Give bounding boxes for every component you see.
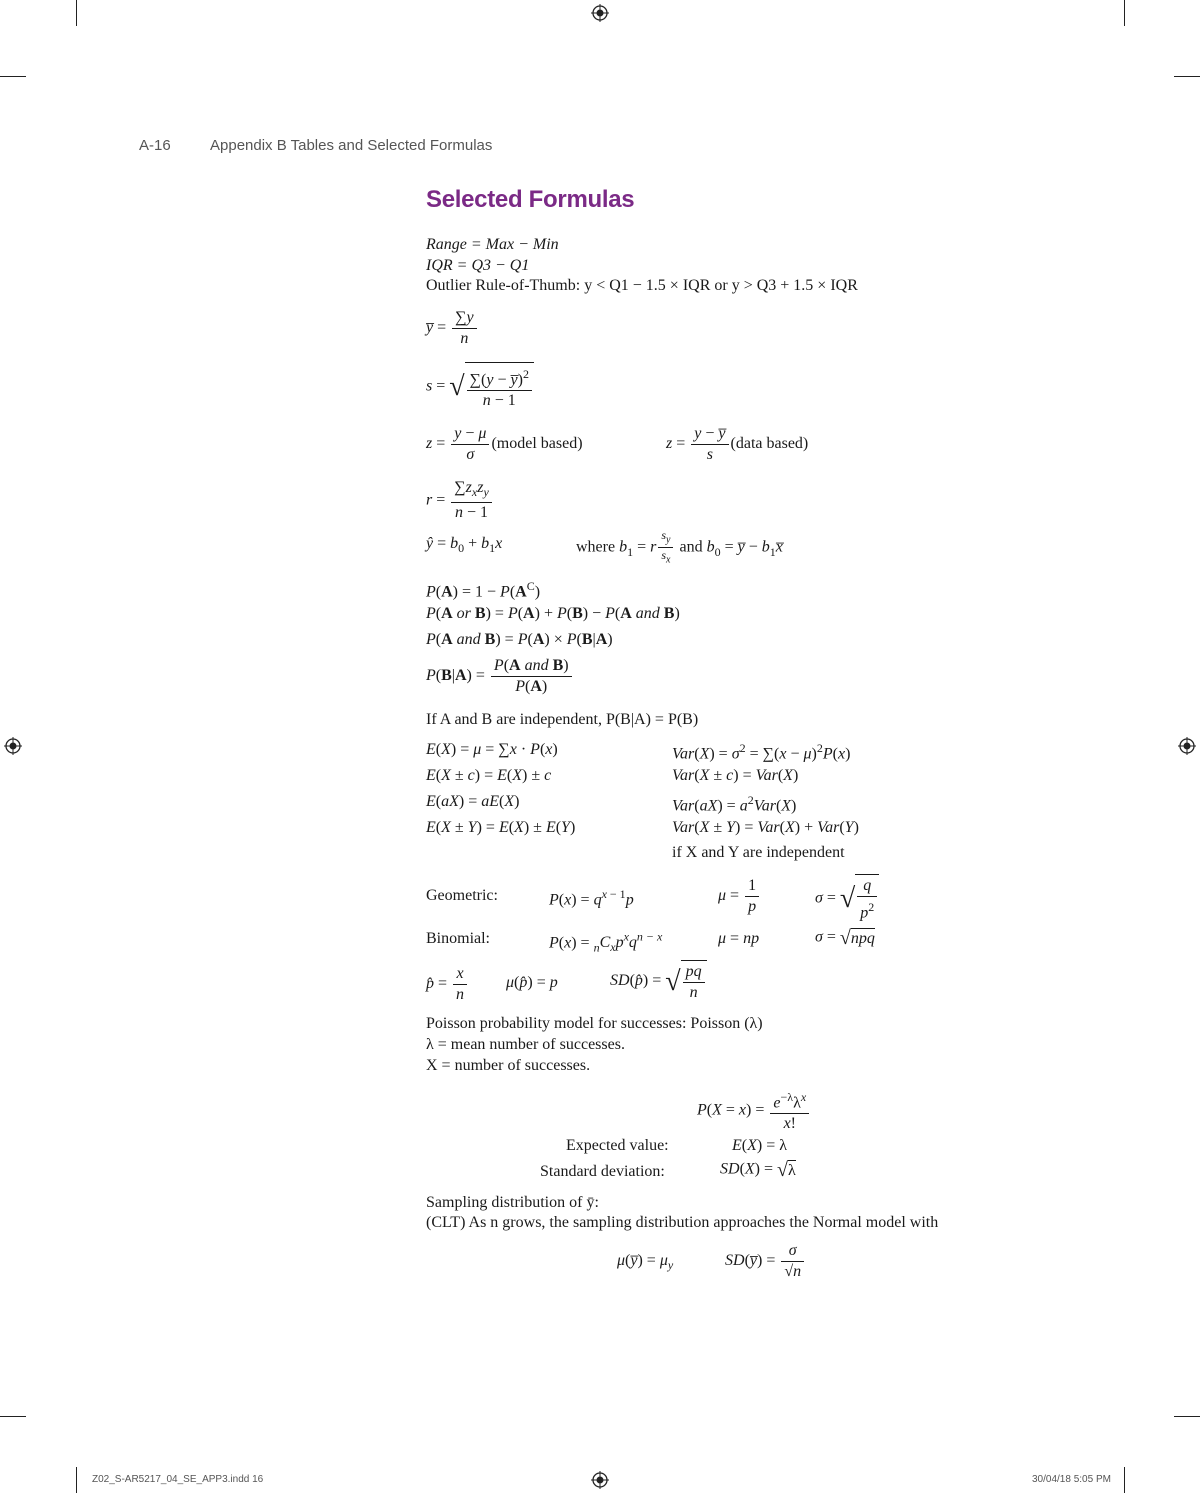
formula-ybar-mean: μ(y̅) = $\mu_y$ bbox=[617, 1252, 674, 1273]
crop-mark-bottom-right bbox=[1124, 1467, 1125, 1493]
crop-mark-right-bottom bbox=[1174, 1416, 1200, 1417]
formula-geometric-pmf: $P(x) = q^{x - 1}p$ bbox=[549, 887, 634, 909]
crop-mark-top-left bbox=[76, 0, 77, 26]
formula-range: Range = Max − Min bbox=[426, 236, 559, 253]
running-title: Appendix B Tables and Selected Formulas bbox=[210, 137, 493, 154]
crop-mark-bottom-left bbox=[76, 1467, 77, 1493]
poisson-lambda-def: λ = mean number of successes. bbox=[426, 1036, 625, 1053]
formula-addition-rule: P(A or B) = P(A) + P(B) − P(A and B) bbox=[426, 605, 680, 622]
formula-ybar-sd: SD(y̅) = $\frac{\sigma}{√n}$ bbox=[725, 1241, 806, 1282]
formula-outlier: Outlier Rule-of-Thumb: y < Q1 − 1.5 × IQR or y > Q3 + 1.5 × IQR bbox=[426, 277, 858, 294]
crop-mark-right-top bbox=[1174, 76, 1200, 77]
section-title: Selected Formulas bbox=[426, 186, 635, 213]
expected-value-label: Expected value: bbox=[566, 1137, 669, 1154]
formula-var-sum: Var(X ± Y) = Var(X) + Var(Y) bbox=[672, 819, 859, 836]
formula-mean: y̅ = $\frac{\sum y}{n}$ bbox=[426, 308, 479, 349]
footer-slug: Z02_S-AR5217_04_SE_APP3.indd 16 bbox=[92, 1474, 264, 1485]
formula-geometric-mean: μ = $\frac{1}{p}$ bbox=[718, 876, 761, 917]
page-number: A-16 bbox=[139, 137, 171, 154]
formula-std-dev: s = √ $\frac{\sum(y - y̅)^2}{n - 1}$ bbox=[426, 362, 534, 411]
registration-mark-icon bbox=[4, 737, 22, 755]
formula-conditional: P(B|A) = $\frac{\text{P(A and B)}}{P(A)}$ bbox=[426, 656, 574, 697]
formula-var-shift: Var(X ± c) = Var(X) bbox=[672, 767, 799, 784]
formula-slope-intercept: where $b_1 = r$ $\frac{s_y}{s_x}$ and $b_0$ = y̅ − $b_1x̅$ bbox=[576, 528, 783, 566]
formula-p-hat-mean: μ(p̂) = p bbox=[506, 974, 558, 991]
formula-var-condition: if X and Y are independent bbox=[672, 844, 845, 861]
std-dev-label: Standard deviation: bbox=[540, 1163, 665, 1180]
formula-geometric-sd: σ = √ $\frac{q}{p^2}$ bbox=[815, 874, 879, 923]
sampling-distribution-text: Sampling distribution of ȳ: bbox=[426, 1194, 599, 1211]
formula-var-scale: $Var(aX) = a^2Var(X)$ bbox=[672, 793, 797, 815]
formula-z-model: z = $\frac{y - \mu}{\sigma}$ (model based) bbox=[426, 425, 583, 463]
formula-multiplication-rule: P(A and B) = P(A) × P(B|A) bbox=[426, 631, 613, 648]
formula-p-hat-sd: SD(p̂) = √ $\frac{pq}{n}$ bbox=[610, 960, 707, 1003]
registration-mark-icon bbox=[591, 1471, 609, 1489]
binomial-label: Binomial: bbox=[426, 930, 490, 947]
formula-poisson-sd: SD(X) = √ λ bbox=[720, 1159, 796, 1181]
formula-binomial-pmf: $P(x) = _nC_xp^xq^{n - x}$ bbox=[549, 930, 663, 955]
formula-independence: If A and B are independent, P(B|A) = P(B) bbox=[426, 711, 699, 728]
footer-timestamp: 30/04/18 5:05 PM bbox=[1032, 1474, 1111, 1485]
formula-binomial-mean: μ = np bbox=[718, 930, 760, 947]
formula-expected-value: E(X) = μ = ∑x · P(x) bbox=[426, 741, 558, 758]
crop-mark-left-bottom bbox=[0, 1416, 26, 1417]
registration-mark-icon bbox=[1178, 737, 1196, 755]
formula-regression: ŷ = $b_0 + b_1x$ bbox=[426, 535, 503, 556]
formula-binomial-sd: σ = √ npq bbox=[815, 927, 875, 949]
formula-correlation: r = $\frac{\sum z_xz_y}{n - 1}$ bbox=[426, 478, 494, 523]
clt-text: (CLT) As n grows, the sampling distribution approaches the Normal model with bbox=[426, 1214, 939, 1231]
formula-complement: $P(A) = 1 - P(A^C)$ bbox=[426, 579, 541, 601]
registration-mark-icon bbox=[591, 4, 609, 22]
formula-poisson-ev: E(X) = λ bbox=[732, 1137, 787, 1154]
geometric-label: Geometric: bbox=[426, 887, 498, 904]
crop-mark-top-right bbox=[1124, 0, 1125, 26]
formula-ev-shift: E(X ± c) = E(X) ± c bbox=[426, 767, 552, 784]
formula-ev-scale: E(aX) = aE(X) bbox=[426, 793, 520, 810]
formula-variance: $Var(X) = \sigma^2 = \sum(x - \mu)^2P(x)$ bbox=[672, 741, 851, 763]
formula-z-data: z = $\frac{y - y̅}{s}$ (data based) bbox=[666, 425, 809, 463]
formula-iqr: IQR = Q3 − Q1 bbox=[426, 257, 530, 274]
formula-poisson-pmf: P(X = x) = $\frac{e^{-\lambda}\lambda^x}{x!}$ bbox=[697, 1087, 811, 1134]
formula-ev-sum: E(X ± Y) = E(X) ± E(Y) bbox=[426, 819, 576, 836]
poisson-x-def: X = number of successes. bbox=[426, 1057, 591, 1074]
formula-p-hat: p̂ = $\frac{x}{n}$ bbox=[426, 964, 469, 1005]
poisson-model-text: Poisson probability model for successes: Poisson (λ) bbox=[426, 1015, 763, 1032]
crop-mark-left-top bbox=[0, 76, 26, 77]
